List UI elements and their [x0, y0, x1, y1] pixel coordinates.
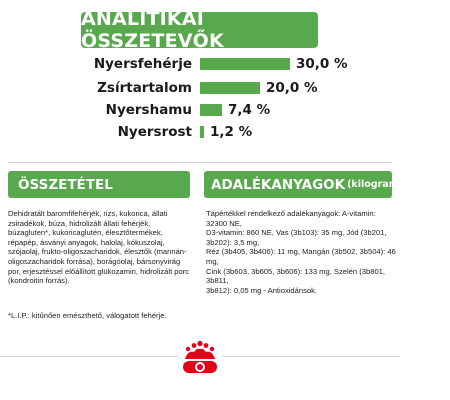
- analytic-bar: [200, 104, 222, 116]
- composition-header: [8, 171, 190, 198]
- additives-header: [204, 171, 450, 198]
- analytic-bar: [200, 126, 204, 138]
- analytic-label: Zsírtartalom: [97, 80, 192, 96]
- additives-title-suffix: (kilogrammonként): [347, 179, 450, 190]
- analytic-value: 20,0 %: [266, 80, 318, 96]
- composition-title: ÖSSZETÉTEL: [18, 176, 113, 193]
- analytic-label: Nyersrost: [117, 124, 192, 140]
- analytic-value: 1,2 %: [210, 124, 253, 140]
- additives-line: Tápértékkel rendelkező adalékanyagok: A-vitamin: 32300 NE,: [206, 209, 376, 228]
- analytic-value: 7,4 %: [228, 102, 271, 118]
- analytic-row: [0, 78, 400, 98]
- analytic-label: Nyershamu: [105, 102, 192, 118]
- analytical-constituents-header: [81, 8, 318, 52]
- analytic-row: [0, 54, 400, 74]
- additives-line: D3-vitamin: 860 NE, Vas (3b103): 35 mg, Jód (3b201, 3b202): 3,5 mg,: [206, 228, 387, 247]
- footnote: *L.I.P.: kitűnően emészthető, válogatott fehérje.: [8, 311, 167, 320]
- section-divider: [8, 162, 392, 163]
- composition-text: Dehidratált baromfifehérjék, rizs, kukorica, állati zsiradékok, búza, hidrolizált állati fehérjék, búzagluten*, kukoricaglutén, élesztőtermékek, répapép, ásványi anyagok, halolaj, kókuszolaj, szójaolaj, frukto-oligoszacharidok, élesztők (mannán-oligoszacharidok forrása), borágóolaj, bársonyvirág por, erjesztéssel előállított glükozamin, hidrolizált porc (kondroitin forrás).: [8, 209, 190, 286]
- additives-title: ADALÉKANYAGOK: [211, 176, 346, 193]
- analytic-bar: [200, 82, 260, 94]
- analytic-row: [0, 122, 400, 142]
- analytical-constituents-title: ANALITIKAI ÖSSZETEVŐK: [81, 8, 224, 52]
- additives-line: Réz (3b405, 3b406): 11 mg, Mangán (3b502, 3b504): 46 mg,: [206, 247, 396, 266]
- additives-text: [206, 209, 398, 295]
- analytic-row: [0, 100, 400, 120]
- analytic-value: 30,0 %: [296, 56, 348, 72]
- additives-line: 3b812): 0,05 mg - Antioxidánsok.: [206, 285, 318, 295]
- analytic-label: Nyersfehérje: [93, 56, 192, 72]
- analytic-bar: [200, 58, 290, 70]
- additives-line: Cink (3b603, 3b605, 3b606): 133 mg, Szelén (3b801, 3b811,: [206, 266, 385, 286]
- royal-canin-logo-icon: [168, 339, 232, 383]
